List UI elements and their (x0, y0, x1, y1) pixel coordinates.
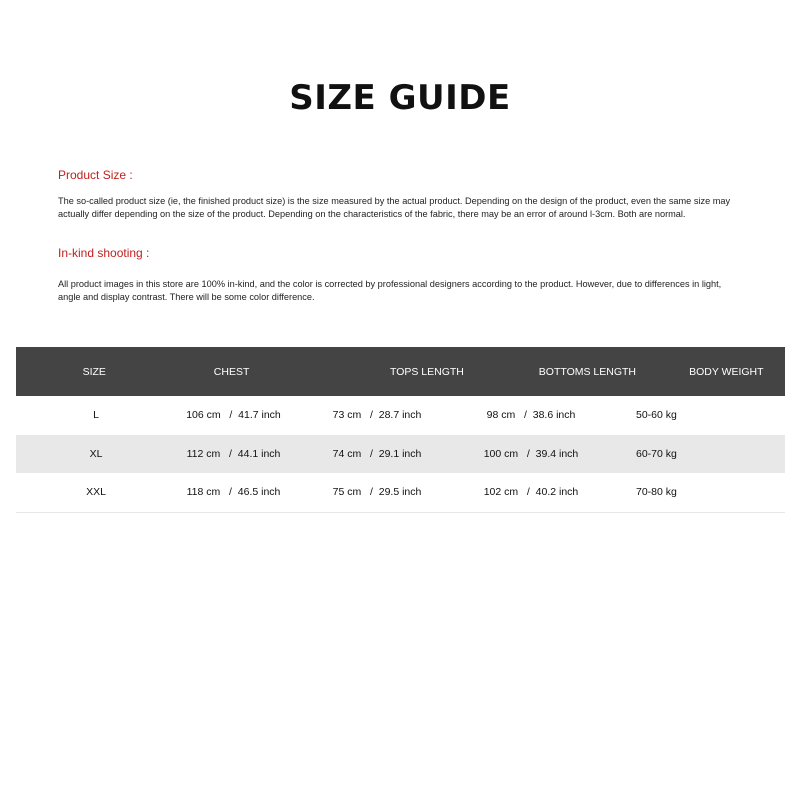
header-chest: CHEST (213, 365, 250, 378)
size-table-header (16, 347, 785, 396)
cell-bottoms-length: 100 cm / 39.4 inch (483, 447, 579, 460)
header-size: SIZE (82, 365, 106, 378)
cell-body-weight: 70-80 kg (636, 486, 677, 499)
cell-body-weight: 50-60 kg (636, 409, 677, 422)
cell-size: L (93, 409, 99, 422)
in-kind-shooting-heading: In-kind shooting : (58, 246, 150, 260)
in-kind-shooting-text: All product images in this store are 100% in-kind, and the color is corrected by professional designers according to the product. However, due to differences in light, angle and display contrast. There will be some color difference. (58, 279, 722, 302)
product-size-heading: Product Size : (58, 168, 133, 182)
table-row (16, 396, 785, 435)
table-row (16, 473, 785, 513)
cell-tops-length: 75 cm / 29.5 inch (332, 486, 422, 499)
cell-tops-length: 74 cm / 29.1 inch (332, 447, 422, 460)
cell-tops-length: 73 cm / 28.7 inch (332, 409, 422, 422)
cell-bottoms-length: 98 cm / 38.6 inch (486, 409, 576, 422)
cell-chest: 112 cm / 44.1 inch (186, 447, 281, 460)
header-tops-length: TOPS LENGTH (389, 365, 464, 378)
product-size-text: The so-called product size (ie, the finished product size) is the size measured by the actual product. Depending on the design of the product, even the same size may actually differ depending on the size of the product. Depending on the characteristics of the fabric, there may be an error of around l-3cm. Both are normal. (58, 196, 731, 219)
cell-bottoms-length: 102 cm / 40.2 inch (483, 486, 579, 499)
size-table (16, 347, 785, 513)
cell-size: XXL (86, 486, 106, 499)
cell-chest: 106 cm / 41.7 inch (186, 409, 281, 422)
cell-size: XL (89, 447, 103, 460)
table-row (16, 435, 785, 474)
header-bottoms-length: BOTTOMS LENGTH (538, 365, 637, 378)
cell-body-weight: 60-70 kg (636, 447, 677, 460)
page-title: SIZE GUIDE (289, 78, 511, 118)
header-body-weight: BODY WEIGHT (689, 365, 764, 378)
cell-chest: 118 cm / 46.5 inch (186, 486, 281, 499)
